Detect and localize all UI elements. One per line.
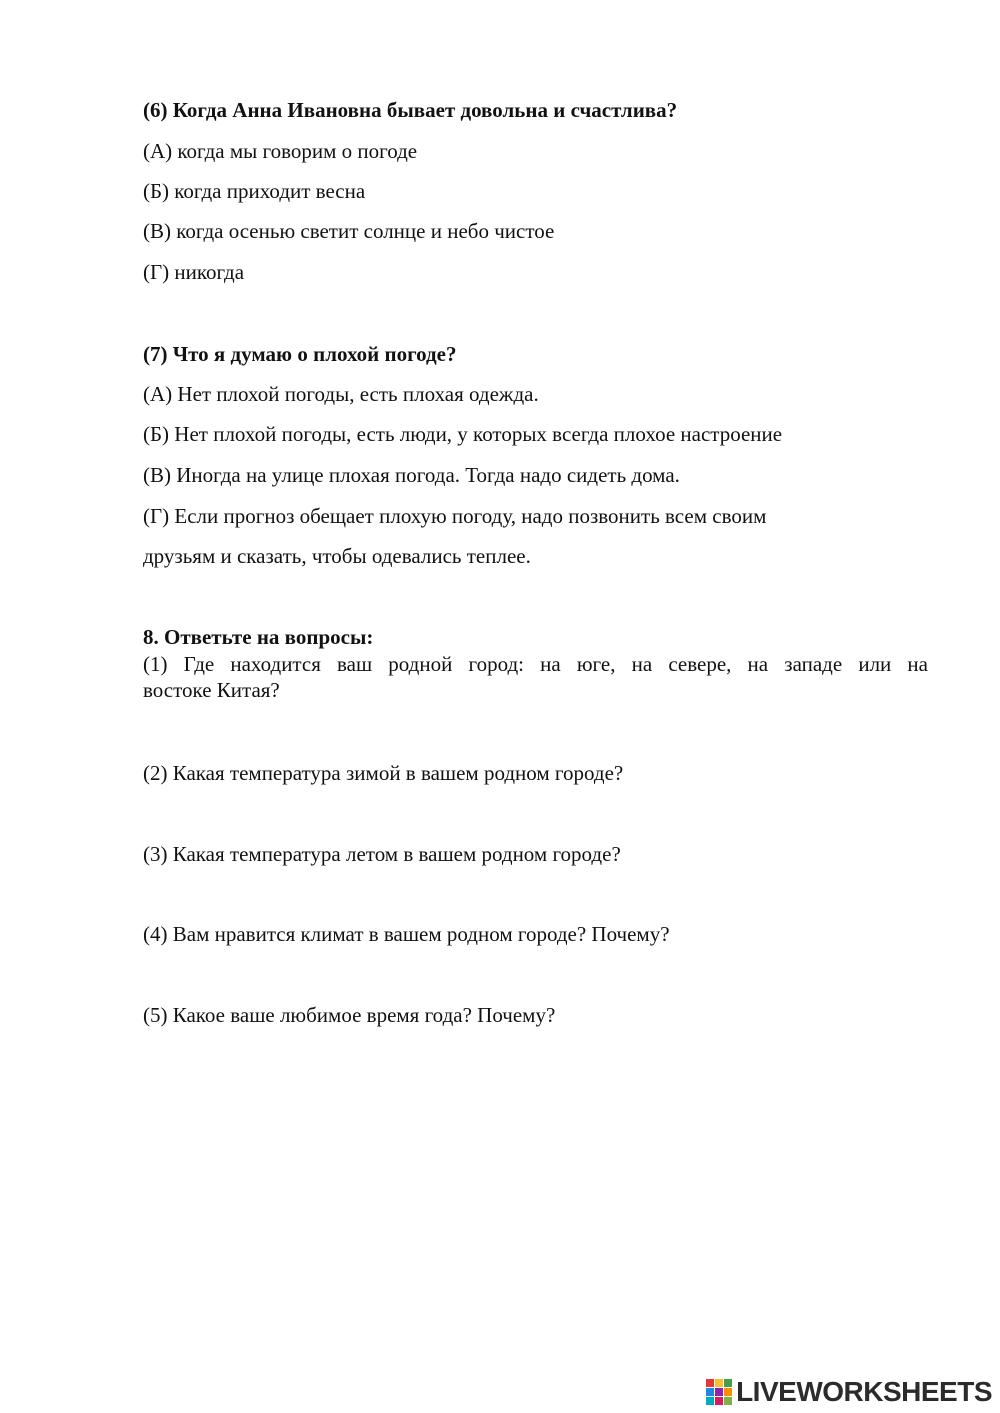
q7-option-c: (В) Иногда на улице плохая погода. Тогда надо сидеть дома. bbox=[143, 463, 680, 487]
liveworksheets-logo-icon bbox=[706, 1379, 732, 1405]
logo-square bbox=[724, 1379, 732, 1387]
logo-square bbox=[706, 1388, 714, 1396]
question-6-title: (6) Когда Анна Ивановна бывает довольна и счастлива? bbox=[143, 98, 678, 122]
logo-square bbox=[706, 1379, 714, 1387]
q8-question-3: (3) Какая температура летом в вашем родном городе? bbox=[143, 842, 621, 866]
q8-question-5: (5) Какое ваше любимое время года? Почему? bbox=[143, 1003, 556, 1027]
q6-option-d: (Г) никогда bbox=[143, 260, 245, 284]
logo-square bbox=[724, 1388, 732, 1396]
question-7-title: (7) Что я думаю о плохой погоде? bbox=[143, 342, 457, 366]
logo-square bbox=[715, 1379, 723, 1387]
logo-square bbox=[706, 1397, 714, 1405]
liveworksheets-logo-text: LIVEWORKSHEETS bbox=[736, 1376, 992, 1407]
logo-square bbox=[715, 1397, 723, 1405]
logo-square bbox=[715, 1388, 723, 1396]
liveworksheets-logo bbox=[706, 1377, 992, 1407]
q7-option-a: (А) Нет плохой погоды, есть плохая одежда. bbox=[143, 382, 539, 406]
q8-question-1-continued: востоке Китая? bbox=[143, 678, 280, 702]
q6-option-b: (Б) когда приходит весна bbox=[143, 179, 366, 203]
section-8-title: 8. Ответьте на вопросы: bbox=[143, 625, 374, 649]
q6-option-a: (А) когда мы говорим о погоде bbox=[143, 139, 418, 163]
logo-square bbox=[724, 1397, 732, 1405]
q8-question-4: (4) Вам нравится климат в вашем родном городе? Почему? bbox=[143, 922, 670, 946]
q8-question-2: (2) Какая температура зимой в вашем родном городе? bbox=[143, 761, 624, 785]
q7-option-d: (Г) Если прогноз обещает плохую погоду, надо позвонить всем своим bbox=[143, 504, 767, 528]
q7-option-d-continued: друзьям и сказать, чтобы одевались теплее. bbox=[143, 544, 531, 568]
q7-option-b: (Б) Нет плохой погоды, есть люди, у которых всегда плохое настроение bbox=[143, 422, 783, 446]
q8-question-1: (1) Где находится ваш родной город: на юге, на севере, на западе или на bbox=[143, 652, 928, 676]
q6-option-c: (В) когда осенью светит солнце и небо чистое bbox=[143, 219, 555, 243]
